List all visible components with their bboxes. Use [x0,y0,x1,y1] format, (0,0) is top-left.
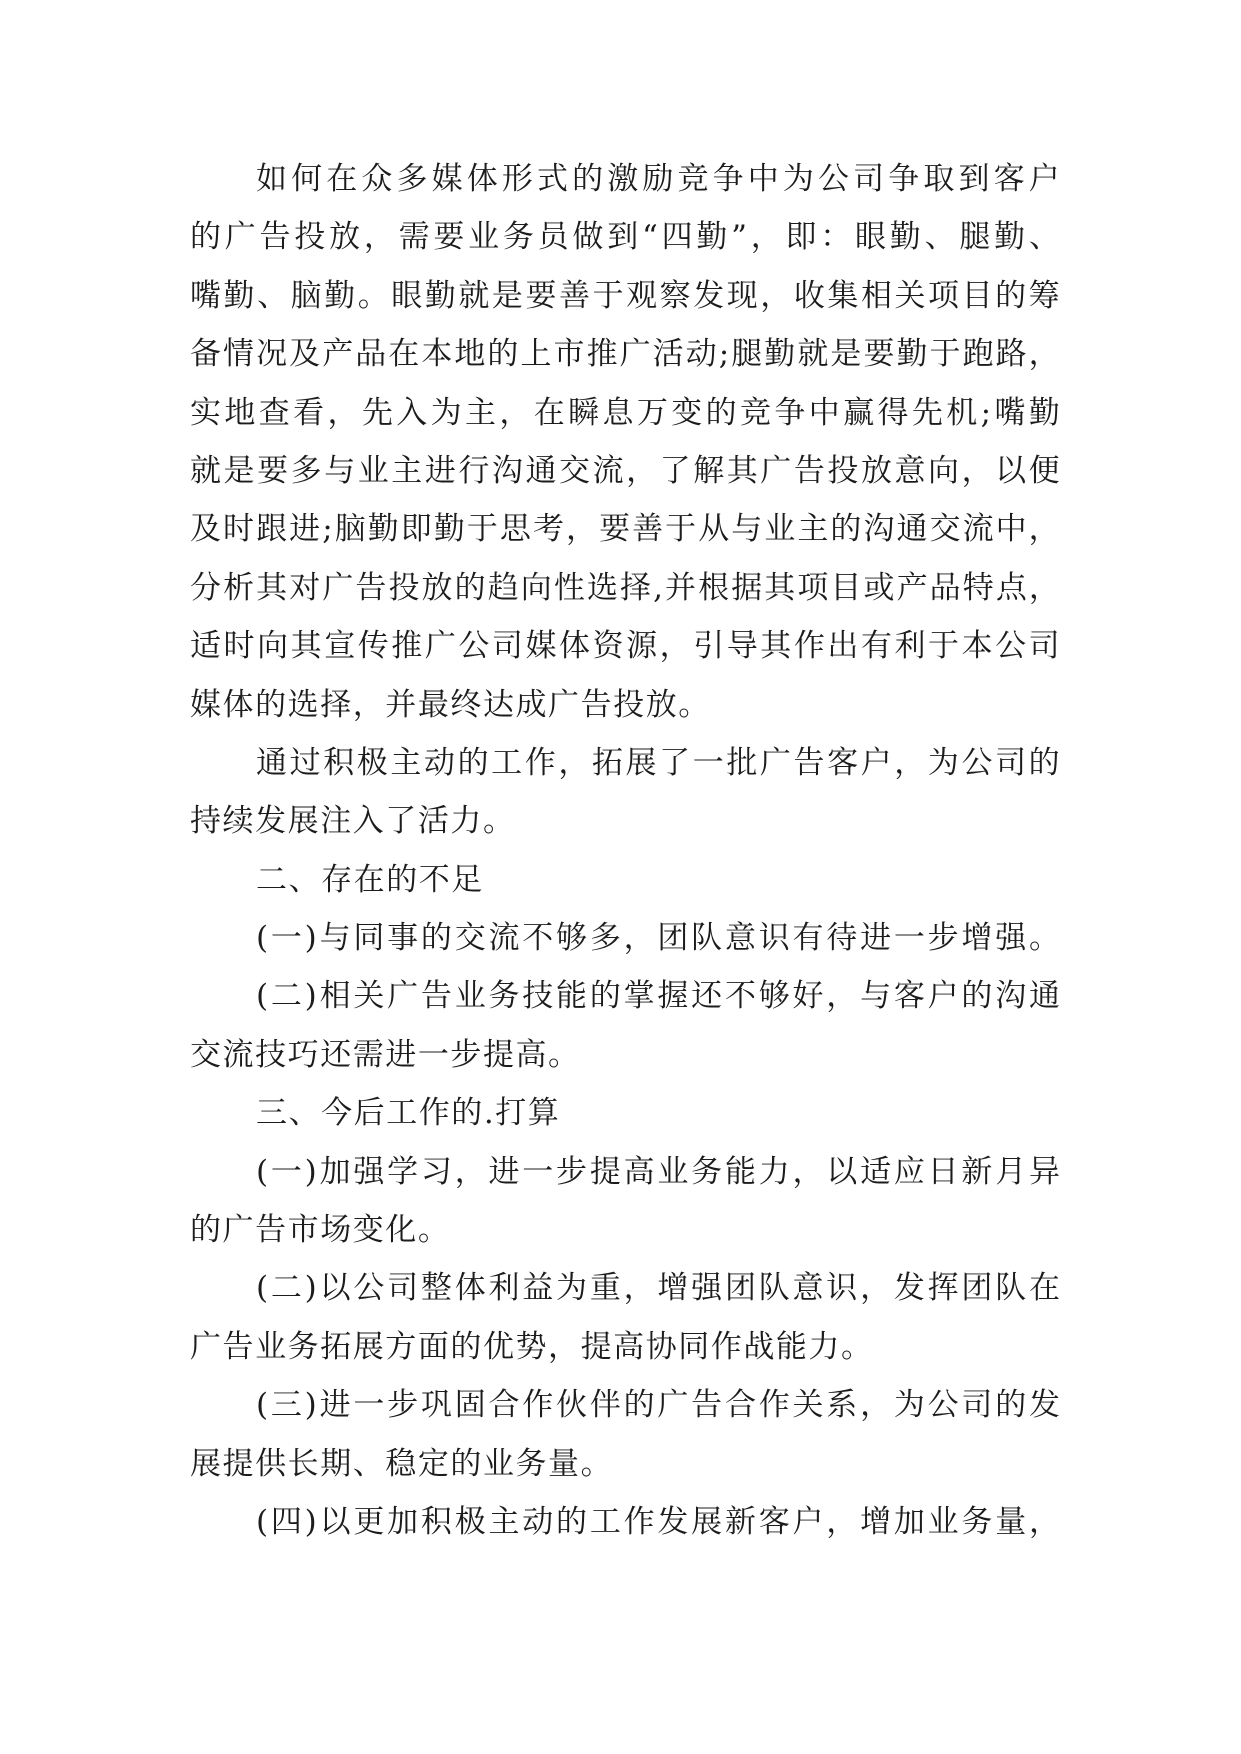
text-line: ( 一 ) 与 同 事 的 交 流 不 够 多 ， 团 队 意 识 有 待 进 一 步 增 强 。 [256,920,1060,957]
text-line: 的广告市场变化。 [190,1212,451,1249]
text-line: 及 时 跟 进 ; 脑 勤 即 勤 于 思 考 ， 要 善 于 从 与 业 主 的 沟 通 交 流 中 ， [190,511,1060,548]
text-line: 备 情 况 及 产 品 在 本 地 的 上 市 推 广 活 动 ; 腿 勤 就 是 要 勤 于 跑 路 ， [190,336,1060,373]
text-line: 如 何 在 众 多 媒 体 形 式 的 激 励 竞 争 中 为 公 司 争 取 到 客 户 [256,161,1060,197]
text-line: ( 四 ) 以 更 加 积 极 主 动 的 工 作 发 展 新 客 户 ， 增 加 业 务 量 ， [256,1503,1060,1540]
text-line: 嘴 勤 、 脑 勤 。 眼 勤 就 是 要 善 于 观 察 发 现 ， 收 集 相 关 项 目 的 筹 [190,277,1060,314]
text-line: 媒体的选择，并最终达成广告投放。 [190,686,711,723]
text-line: ( 二 ) 相 关 广 告 业 务 技 能 的 掌 握 还 不 够 好 ， 与 客 户 的 沟 通 [256,978,1060,1015]
text-line: 通 过 积 极 主 动 的 工 作 ， 拓 展 了 一 批 广 告 客 户 ， 为 公 司 的 [256,744,1060,781]
text-line: 实 地 查 看 ， 先 入 为 主 ， 在 瞬 息 万 变 的 竞 争 中 赢 得 先 机 ; 嘴 勤 [190,394,1060,431]
text-line: 展提供长期、稳定的业务量。 [190,1445,614,1482]
text-line: 持续发展注入了活力。 [190,803,516,840]
text-line: 广告业务拓展方面的优势，提高协同作战能力。 [190,1328,874,1365]
text-line: 的 广 告 投 放 ， 需 要 业 务 员 做 到 “ 四 勤 ” ， 即 ： 眼 勤 、 腿 勤 、 [190,219,1060,256]
text-line: 交流技巧还需进一步提高。 [190,1036,581,1073]
text-line: ( 三 ) 进 一 步 巩 固 合 作 伙 伴 的 广 告 合 作 关 系 ， 为 公 司 的 发 [256,1387,1060,1424]
section-heading: 二、存在的不足 [256,861,484,898]
document-body [190,150,1060,1551]
section-heading: 三、今后工作的.打算 [256,1095,561,1132]
text-line: 分 析 其 对 广 告 投 放 的 趋 向 性 选 择 , 并 根 据 其 项 目 或 产 品 特 点 ， [190,569,1060,606]
text-line: 适 时 向 其 宣 传 推 广 公 司 媒 体 资 源 ， 引 导 其 作 出 有 利 于 本 公 司 [190,628,1060,665]
text-line: ( 一 ) 加 强 学 习 ， 进 一 步 提 高 业 务 能 力 ， 以 适 应 日 新 月 异 [256,1153,1060,1190]
text-line: 就 是 要 多 与 业 主 进 行 沟 通 交 流 ， 了 解 其 广 告 投 放 意 向 ， 以 便 [190,452,1060,489]
text-line: ( 二 ) 以 公 司 整 体 利 益 为 重 ， 增 强 团 队 意 识 ， 发 挥 团 队 在 [256,1270,1060,1307]
